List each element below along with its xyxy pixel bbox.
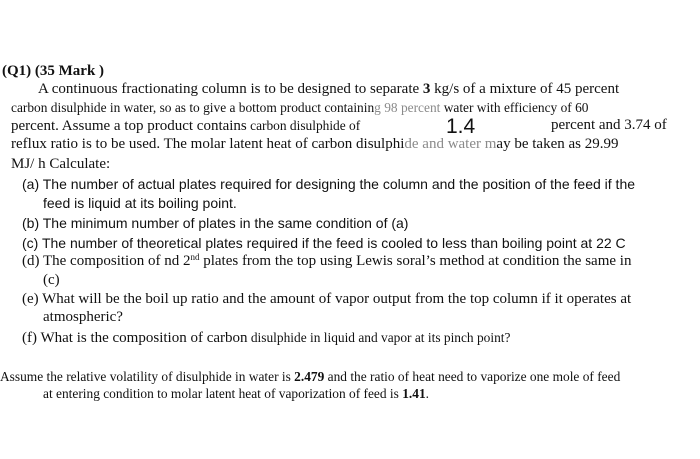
- sub-question-a-line-1: (a) The number of actual plates required for designing the column and the position of the feed if the: [22, 176, 636, 192]
- sub-question-f: [22, 330, 510, 346]
- text-run: percent and 3.74 of: [551, 117, 667, 133]
- sub-question-e-line-2: atmospheric?: [43, 309, 123, 325]
- sub-question-d-line-1: [22, 254, 631, 269]
- heat-ratio-value: 1.41: [402, 386, 426, 401]
- sub-question-e-line-1: (e) What will be the boil up ratio and the amount of vapor output from the top column if it operates at: [22, 291, 632, 307]
- text-run: plates from the top using Lewis soral’s method at condition the same in: [199, 253, 632, 269]
- paragraph-line-5: MJ/ h Calculate:: [11, 156, 111, 172]
- paragraph-line-1: [38, 82, 619, 97]
- paragraph-line-2: [11, 101, 588, 114]
- text-run: ay be taken as 29.99: [496, 136, 619, 152]
- text-run: carbon disulphide in water, so as to give a bottom product containin: [11, 100, 375, 115]
- paragraph-line-3: [11, 115, 667, 138]
- assumption-line-1: [0, 370, 620, 383]
- text-run: (f) What is the composition of carbon: [22, 330, 248, 346]
- faded-text: g 98 percent: [374, 100, 441, 115]
- assumption-line-2: [43, 387, 429, 400]
- top-product-value: 1.4: [446, 115, 476, 138]
- text-run: water with efficiency of 60: [440, 100, 589, 115]
- sub-question-b: (b) The minimum number of plates in the same condition of (a): [22, 215, 409, 231]
- text-run: reflux ratio is to be used. The molar latent heat of carbon disulphi: [11, 136, 405, 152]
- text-run: .: [425, 386, 429, 401]
- relative-volatility-value: 2.479: [294, 369, 325, 384]
- sub-question-d-line-2: (c): [43, 272, 60, 288]
- text-run: percent. Assume a top product contains: [11, 118, 247, 134]
- text-run: disulphide in liquid and vapor at its pinch point?: [247, 330, 511, 345]
- question-header: (Q1) (35 Mark ): [2, 63, 105, 79]
- mass-flow-value: 3: [422, 81, 431, 97]
- text-run: kg/s of a mixture of 45 percent: [430, 81, 620, 97]
- text-run: A continuous fractionating column is to be designed to separate: [38, 81, 423, 97]
- paragraph-line-4: [11, 137, 618, 152]
- text-run: at entering condition to molar latent heat of vaporization of feed is: [43, 386, 403, 401]
- text-run: (d) The composition of nd 2: [22, 253, 191, 269]
- text-run: and the ratio of heat need to vaporize one mole of feed: [324, 369, 621, 384]
- sub-question-c: (c) The number of theoretical plates required if the feed is cooled to less than boiling point at 22 C: [22, 235, 626, 251]
- superscript: nd: [190, 252, 200, 262]
- faded-text: de and water m: [404, 136, 497, 152]
- sub-question-a-line-2: feed is liquid at its boiling point.: [43, 195, 237, 211]
- text-run: Assume the relative volatility of disulphide in water is: [0, 369, 295, 384]
- text-run: carbon disulphide of: [246, 118, 361, 133]
